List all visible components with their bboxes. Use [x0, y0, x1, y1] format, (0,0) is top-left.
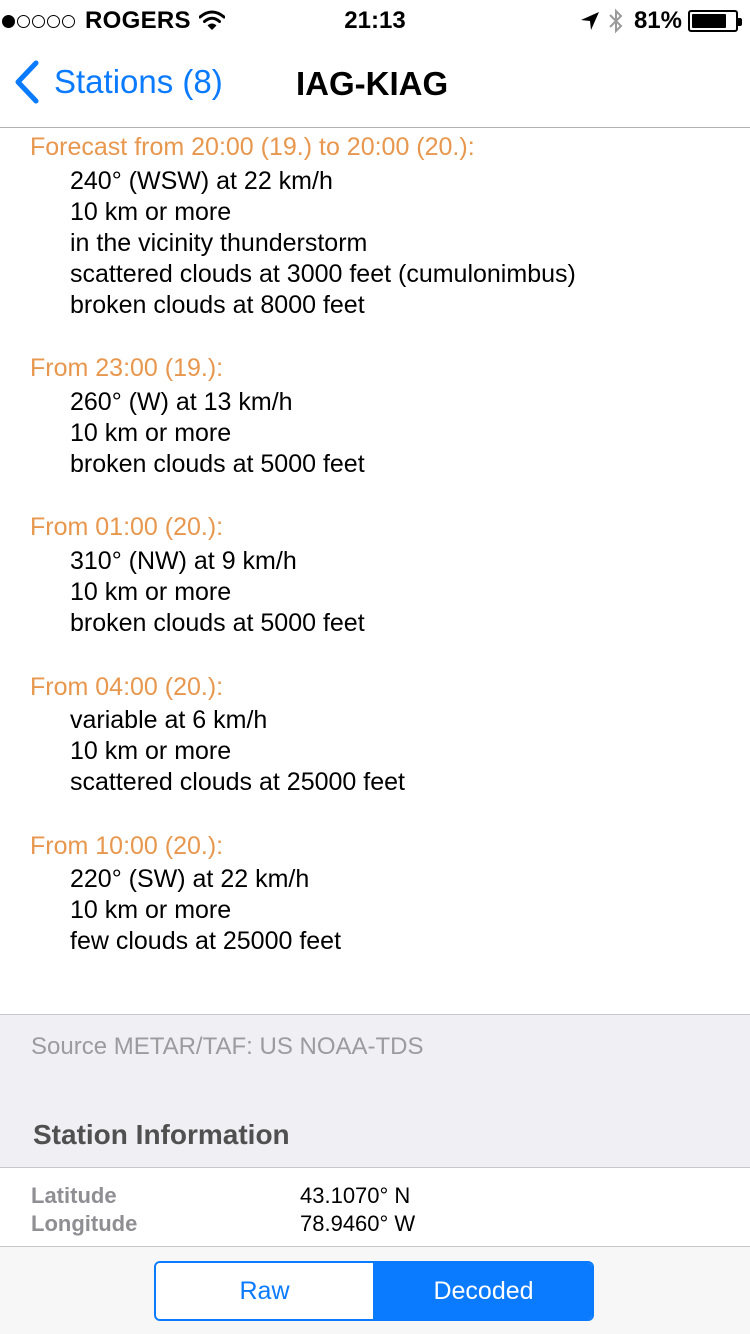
back-button[interactable] [14, 60, 223, 104]
carrier-name: ROGERS [85, 7, 191, 34]
forecast-line: 10 km or more [70, 737, 232, 765]
forecast-line: 10 km or more [70, 198, 232, 226]
forecast-block-title: From 23:00 (19.): [30, 354, 224, 382]
latitude-row [0, 1183, 750, 1211]
longitude-label: Longitude [31, 1211, 138, 1236]
chevron-left-icon [14, 60, 40, 104]
raw-segment-button[interactable]: Raw [156, 1263, 375, 1319]
bluetooth-icon [608, 8, 624, 34]
back-button-label: Stations (8) [54, 63, 223, 100]
forecast-block-title: From 01:00 (20.): [30, 513, 224, 541]
location-arrow-icon [580, 11, 600, 31]
latitude-value: 43.1070° N [300, 1183, 411, 1208]
view-mode-segmented-control [154, 1261, 594, 1321]
forecast-line: scattered clouds at 25000 feet [70, 768, 405, 796]
source-text: Source METAR/TAF: US NOAA-TDS [31, 1033, 424, 1060]
battery-percent: 81% [633, 7, 682, 34]
status-time: 21:13 [344, 7, 406, 34]
longitude-value: 78.9460° W [300, 1211, 416, 1236]
battery-icon [688, 10, 738, 32]
forecast-line: 310° (NW) at 9 km/h [70, 547, 297, 575]
page-title: IAG-KIAG [296, 65, 449, 102]
station-info-section [0, 1168, 750, 1246]
forecast-line: broken clouds at 5000 feet [70, 450, 365, 478]
forecast-line: scattered clouds at 3000 feet (cumulonimbus) [70, 260, 576, 288]
forecast-line: variable at 6 km/h [70, 706, 268, 734]
forecast-section [0, 128, 750, 1014]
forecast-block-title: From 10:00 (20.): [30, 832, 224, 860]
bottom-toolbar [0, 1246, 750, 1334]
status-bar [0, 0, 750, 40]
decoded-segment-button[interactable]: Decoded [375, 1263, 592, 1319]
battery-fill [692, 14, 726, 28]
longitude-row [0, 1211, 750, 1239]
forecast-line: 260° (W) at 13 km/h [70, 388, 293, 416]
station-info-header: Station Information [33, 1119, 290, 1150]
forecast-line: broken clouds at 5000 feet [70, 609, 365, 637]
forecast-block-title: Forecast from 20:00 (19.) to 20:00 (20.): [30, 133, 475, 161]
forecast-line: in the vicinity thunderstorm [70, 229, 368, 257]
latitude-label: Latitude [31, 1183, 117, 1208]
forecast-line: 10 km or more [70, 896, 232, 924]
navigation-bar [0, 40, 750, 128]
forecast-block-title: From 04:00 (20.): [30, 673, 224, 701]
status-right [580, 7, 738, 35]
source-and-header-group [0, 1014, 750, 1168]
forecast-line: 240° (WSW) at 22 km/h [70, 167, 333, 195]
forecast-line: broken clouds at 8000 feet [70, 291, 365, 319]
forecast-line: 10 km or more [70, 578, 232, 606]
forecast-line: 10 km or more [70, 419, 232, 447]
battery-tip [738, 18, 742, 26]
forecast-line: few clouds at 25000 feet [70, 927, 342, 955]
forecast-line: 220° (SW) at 22 km/h [70, 865, 310, 893]
